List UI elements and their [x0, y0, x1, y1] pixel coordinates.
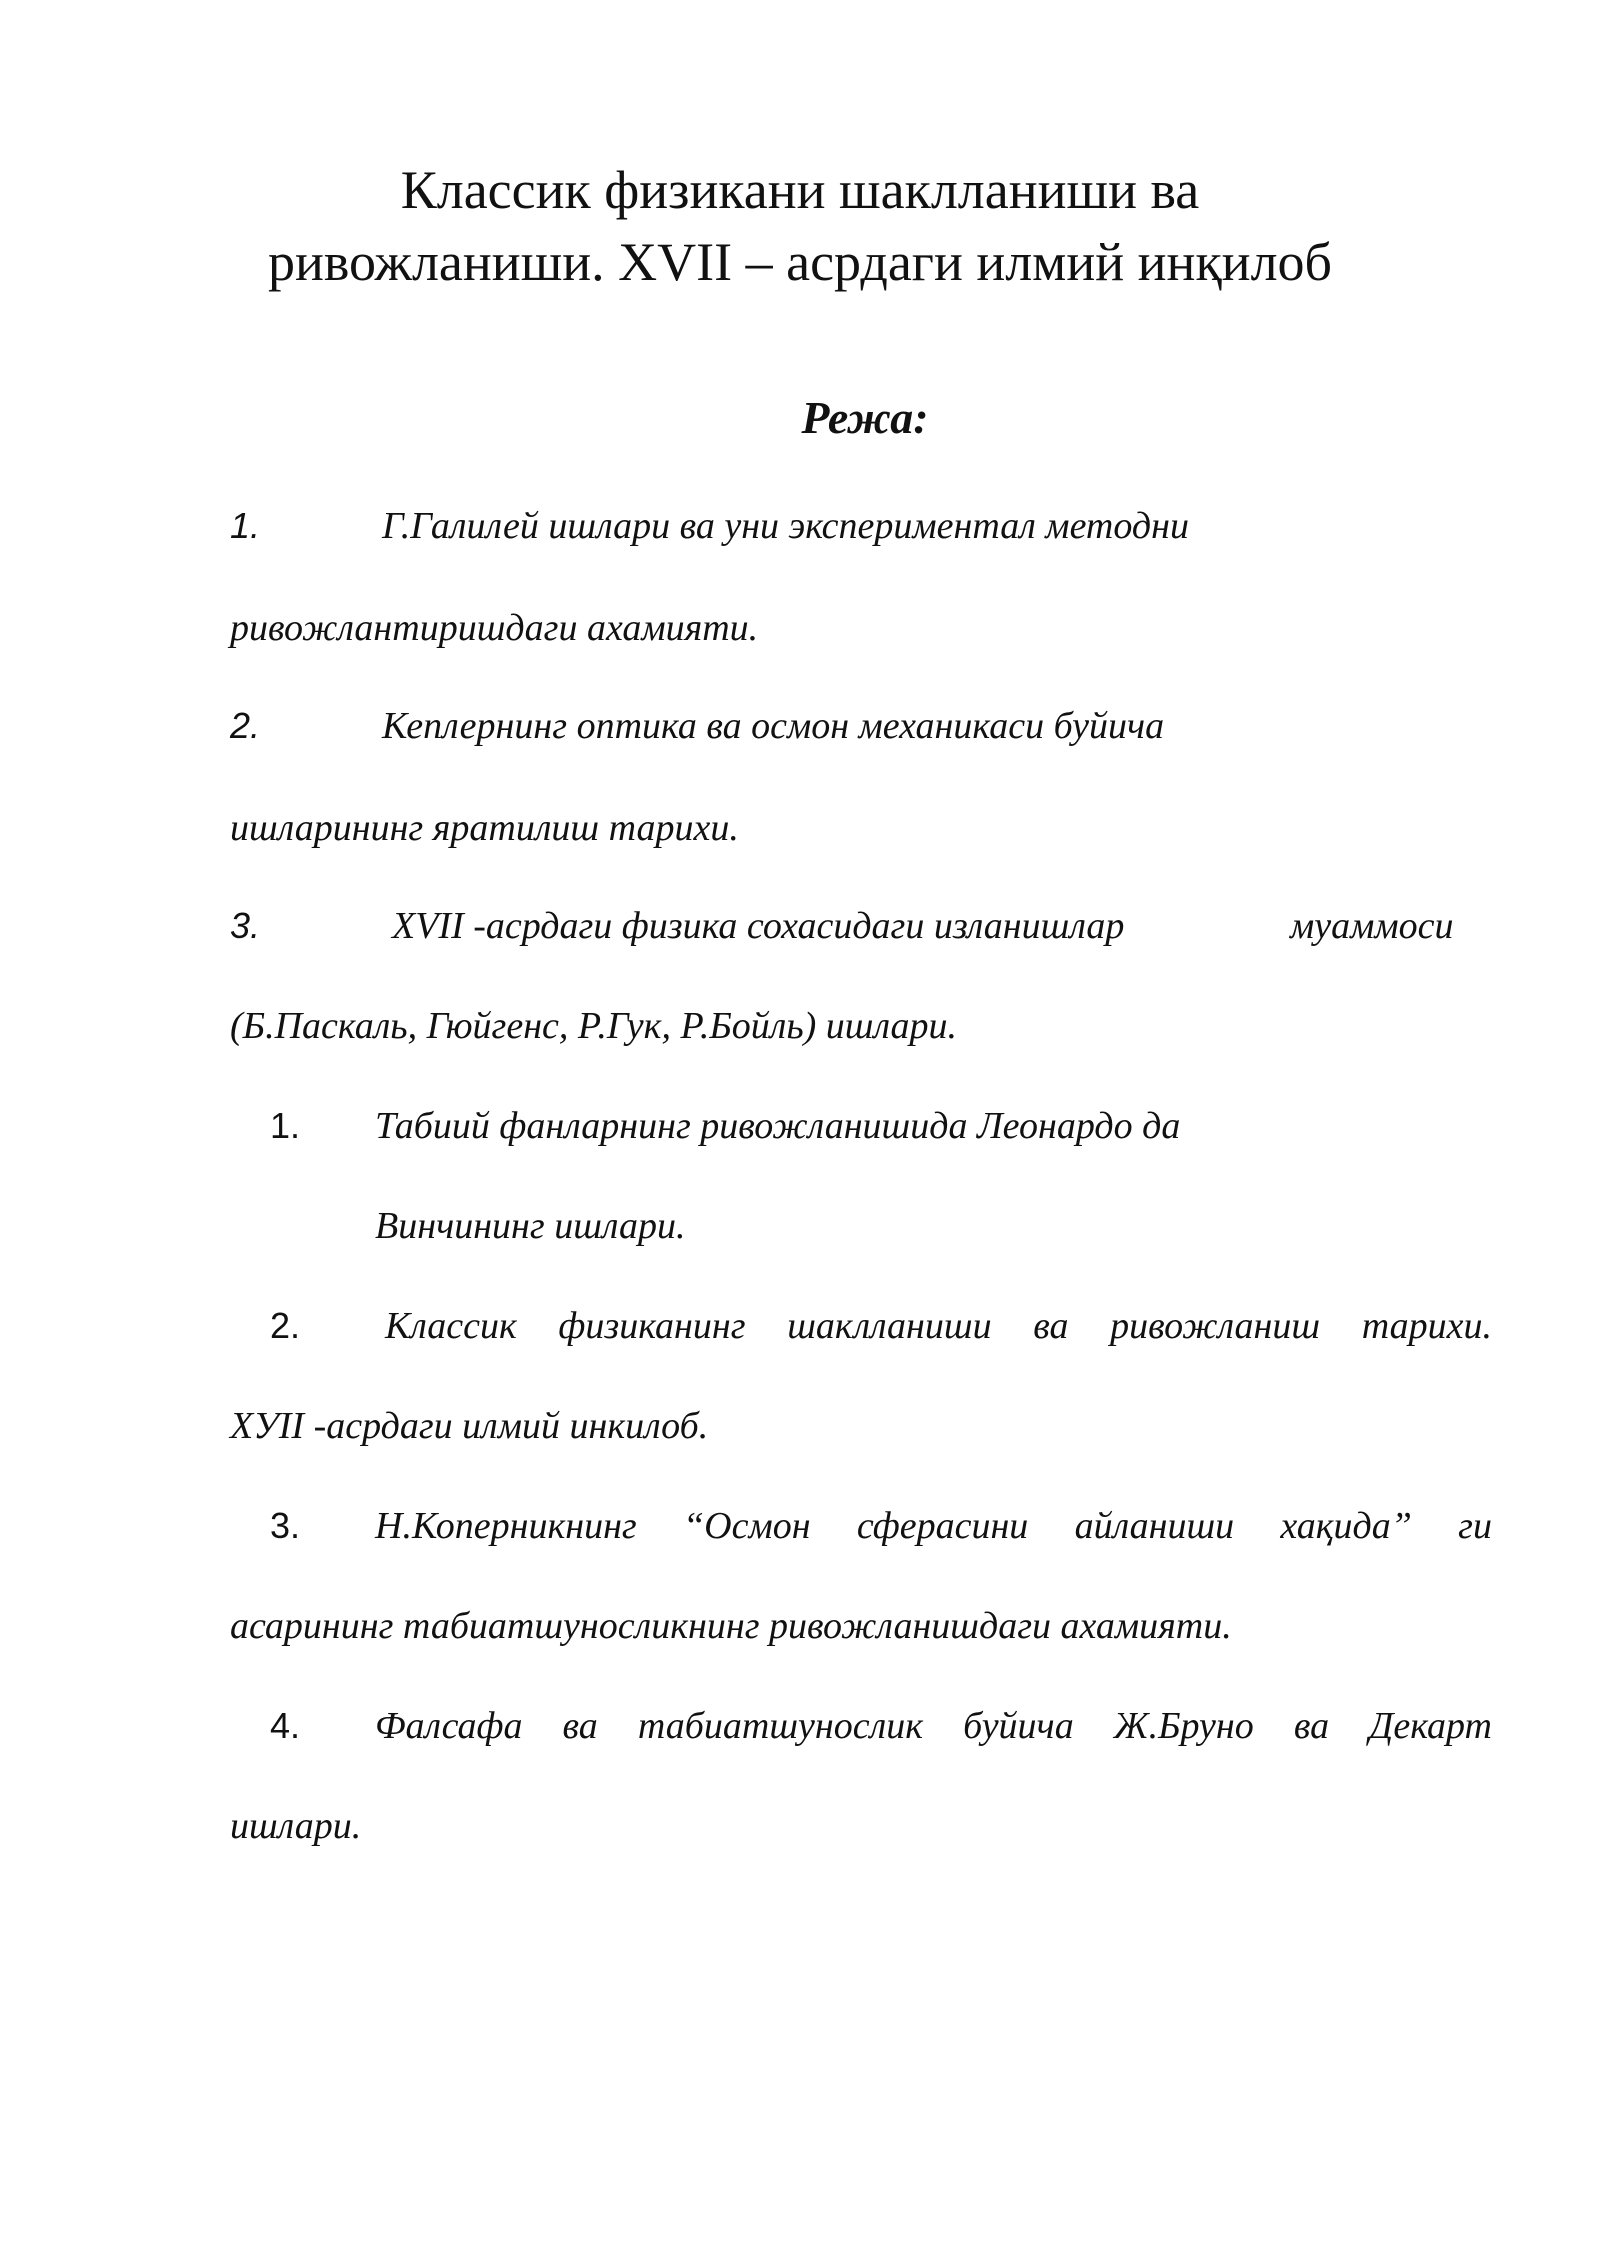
list-b-item-3-number: 3. — [270, 1505, 301, 1546]
list-b-item-3-line-1: Н.Коперникнинг “Осмон сферасини айланиши хақида” ги — [375, 1505, 1492, 1547]
list-b-item-2-number: 2. — [270, 1305, 301, 1346]
list-a-item-3-line-1a: XVII -асрдаги физика сохасидаги изланишлар — [392, 905, 1125, 947]
list-b-item-2-line-1: Классик физиканинг шаклланиши ва ривожланиш тарихи. — [385, 1305, 1492, 1347]
list-b-item-1-line-1: Табиий фанларнинг ривожланишида Леонардо да — [375, 1105, 1181, 1147]
list-a-item-2-line-1: Кеплернинг оптика ва осмон механикаси буйича — [382, 705, 1165, 747]
list-a-item-1-line-2: ривожлантиришдаги ахамияти. — [230, 607, 759, 649]
list-a-item-2-line-2: ишларининг яратилиш тарихи. — [230, 807, 739, 849]
list-b-item-4-number: 4. — [270, 1705, 301, 1746]
list-b-item-1-number: 1. — [270, 1105, 301, 1146]
list-a-item-3-line-2: (Б.Паскаль, Гюйгенс, Р.Гук, Р.Бойль) ишлари. — [230, 1005, 958, 1047]
plan-heading: Режа: — [801, 392, 929, 443]
list-b-item-2-line-2: ХУII -асрдаги илмий инкилоб. — [230, 1405, 709, 1447]
list-a-item-2-number: 2. — [230, 705, 261, 746]
list-a-item-1-number: 1. — [230, 505, 261, 546]
list-b-item-3-line-2: асарининг табиатшуносликнинг ривожланишдаги ахамияти. — [230, 1605, 1232, 1647]
list-a-item-3-number: 3. — [230, 905, 261, 946]
list-a-item-3-line-1b: муаммоси — [1290, 905, 1454, 947]
title-line-2: ривожланиши. XVII – асрдаги илмий инқилоб — [267, 232, 1333, 292]
list-b-item-1-line-2: Винчининг ишлари. — [375, 1205, 686, 1247]
list-b-item-4-line-2: ишлари. — [230, 1805, 362, 1847]
title-line-1: Классик физикани шаклланиши ва — [400, 160, 1200, 220]
list-a-item-1-line-1: Г.Галилей ишлари ва уни экспериментал методни — [382, 505, 1189, 547]
list-b-item-4-line-1: Фалсафа ва табиатшунослик буйича Ж.Бруно ва Декарт — [375, 1705, 1492, 1747]
